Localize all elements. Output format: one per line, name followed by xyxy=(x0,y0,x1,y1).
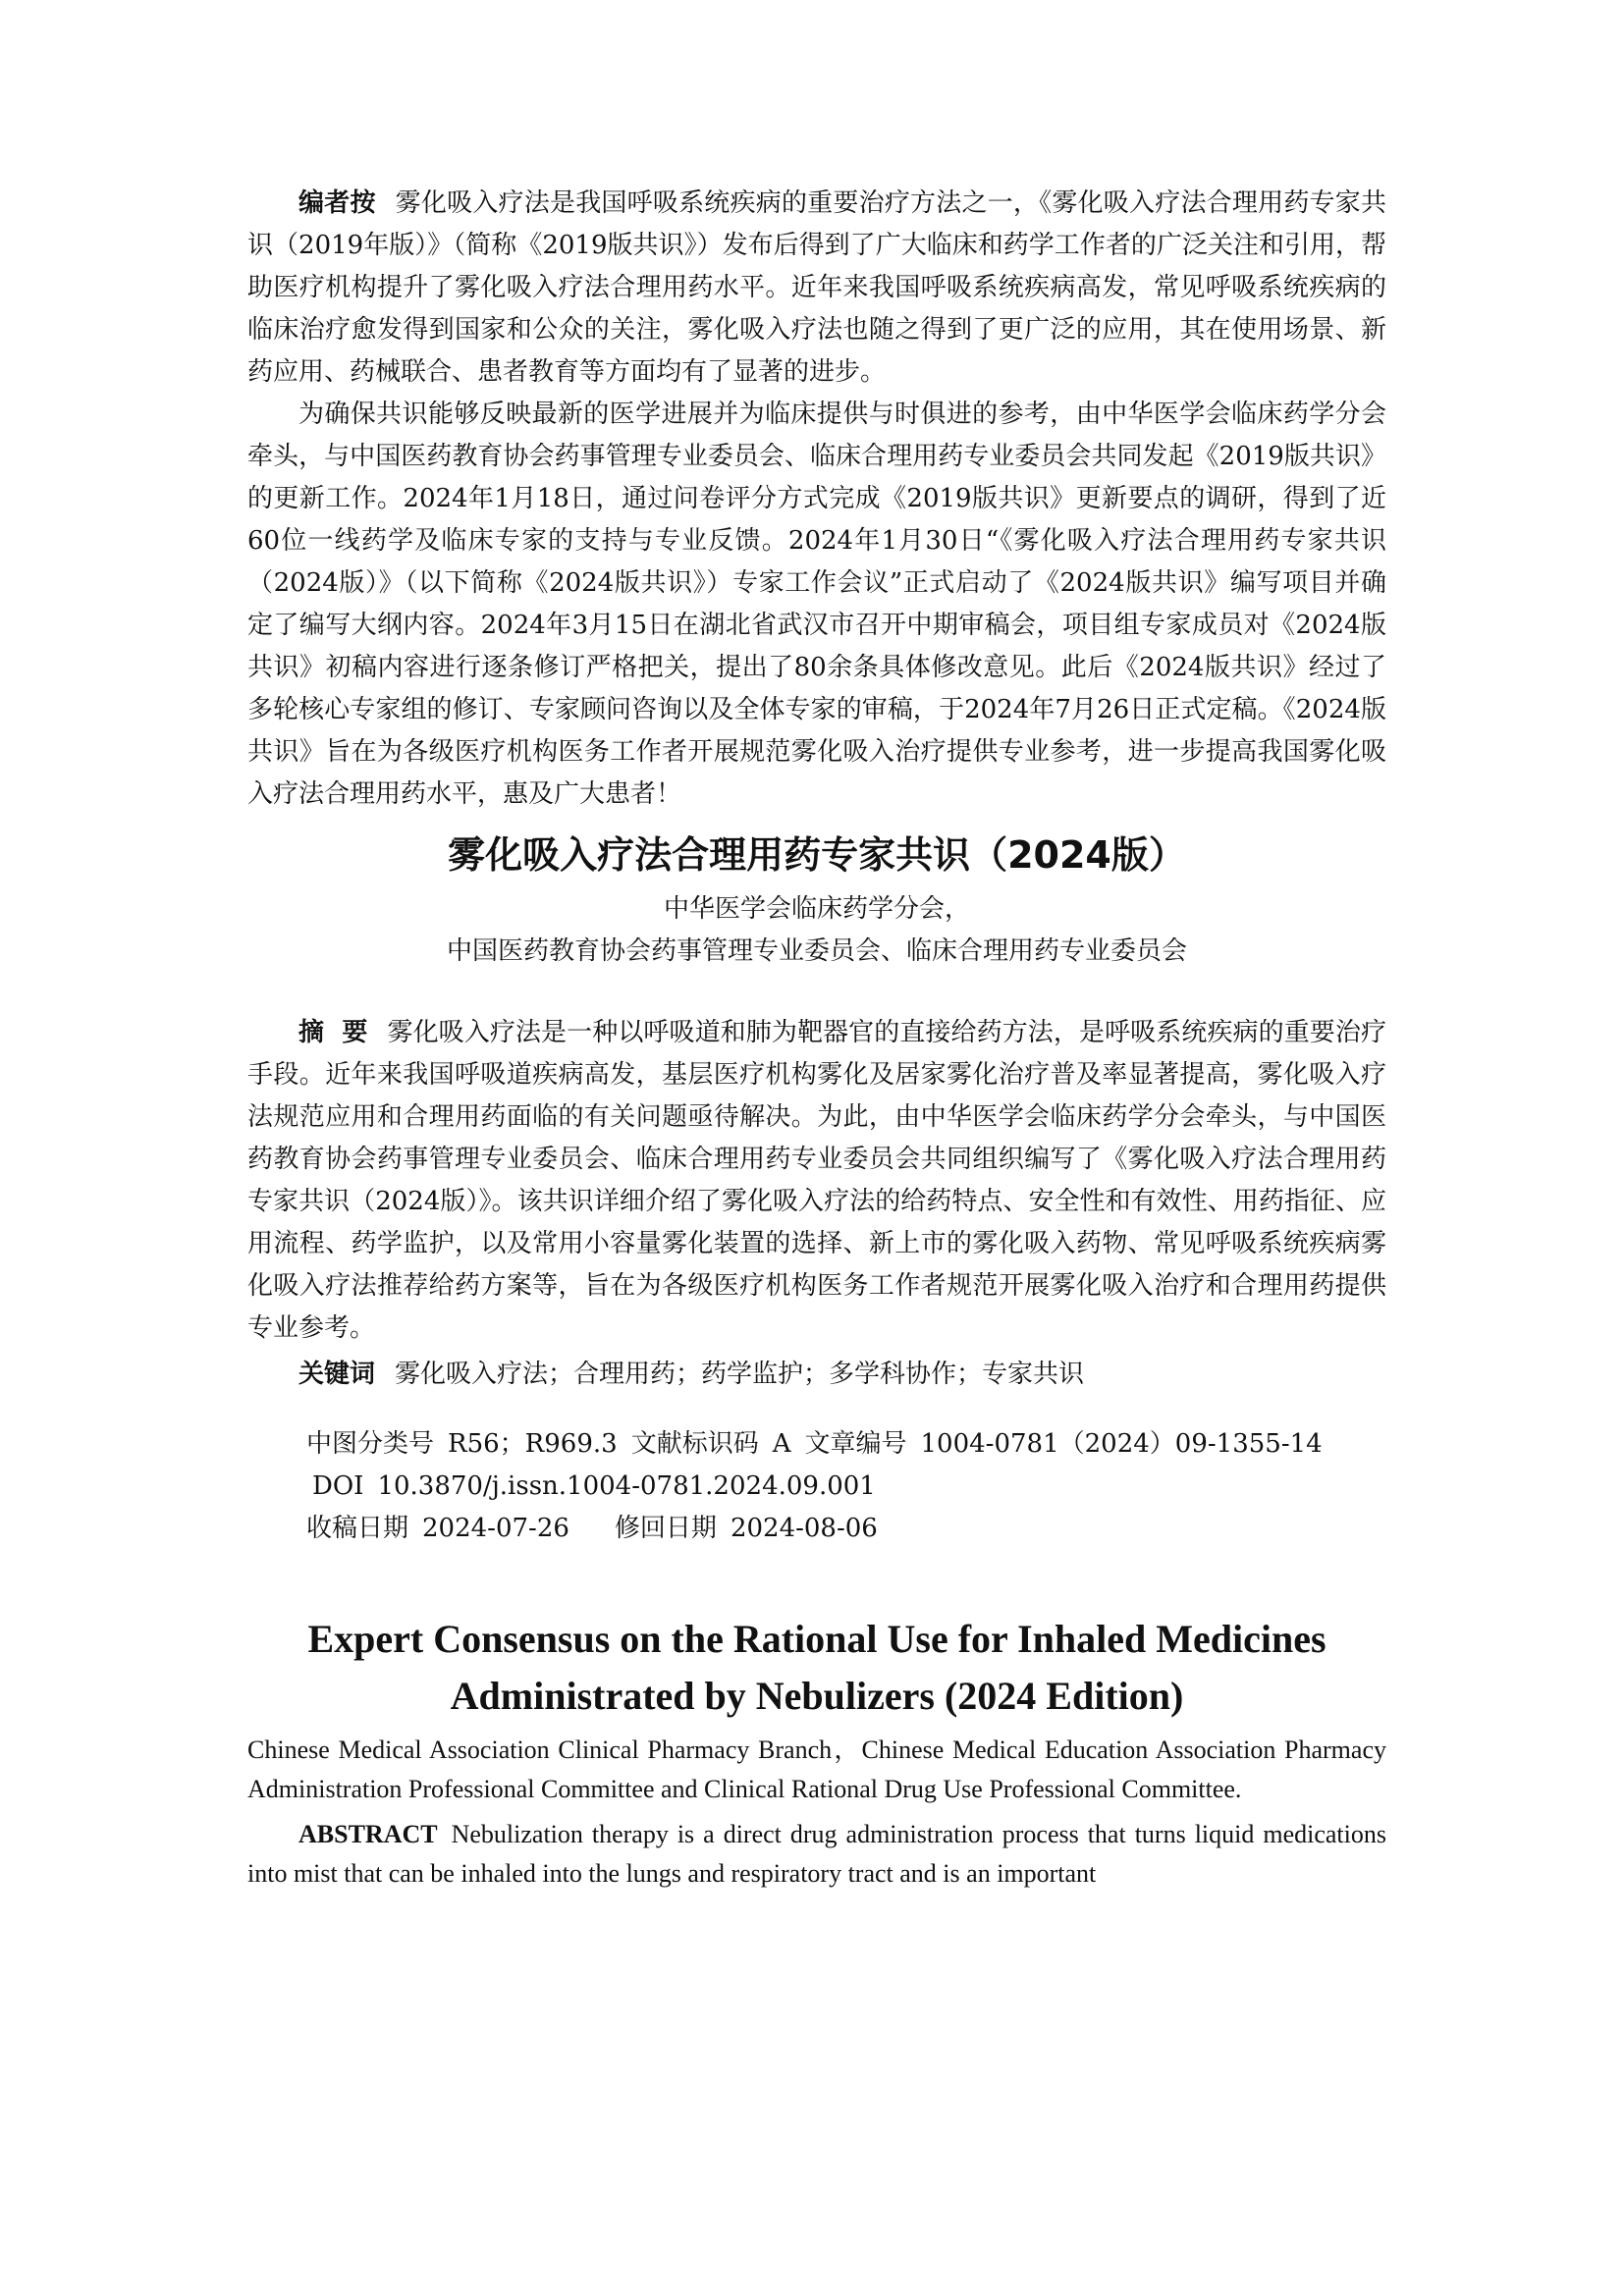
english-abstract-label: ABSTRACT xyxy=(298,1820,438,1848)
article-page xyxy=(247,183,1386,1894)
chinese-abstract-text: 雾化吸入疗法是一种以呼吸道和肺为靶器官的直接给药方法，是呼吸系统疾病的重要治疗手段。近年来我国呼吸道疾病高发，基层医疗机构雾化及居家雾化治疗普及率显著提高，雾化吸入疗法规范应用和合理用药面临的有关问题亟待解决。为此，由中华医学会临床药学分会牵头，与中国医药教育协会药事管理专业委员会、临床合理用药专业委员会共同组织编写了《雾化吸入疗法合理用药专家共识（2024版）》。该共识详细介绍了雾化吸入疗法的给药特点、安全性和有效性、用药指征、应用流程、药学监护，以及常用小容量雾化装置的选择、新上市的雾化吸入药物、常见呼吸系统疾病雾化吸入疗法推荐给药方案等，旨在为各级医疗机构医务工作者规范开展雾化吸入治疗和合理用药提供专业参考。 xyxy=(247,1018,1386,1343)
editor-note-text-2: 为确保共识能够反映最新的医学进展并为临床提供与时俱进的参考，由中华医学会临床药学分会牵头，与中国医药教育协会药事管理专业委员会、临床合理用药专业委员会共同发起《2019版共识》的更新工作。2024年1月18日，通过问卷评分方式完成《2019版共识》更新要点的调研，得到了近60位一线药学及临床专家的支持与专业反馈。2024年1月30日“《雾化吸入疗法合理用药专家共识（2024版）》（以下简称《2024版共识》）专家工作会议”正式启动了《2024版共识》编写项目并确定了编写大纲内容。2024年3月15日在湖北省武汉市召开中期审稿会，项目组专家成员对《2024版共识》初稿内容进行逐条修订严格把关，提出了80余条具体修改意见。此后《2024版共识》经过了多轮核心专家组的修订、专家顾问咨询以及全体专家的审稿，于2024年7月26日正式定稿。《2024版共识》旨在为各级医疗机构医务工作者开展规范雾化吸入治疗提供专业参考，进一步提高我国雾化吸入疗法合理用药水平，惠及广大患者！ xyxy=(247,400,1386,809)
received-value: 2024-07-26 xyxy=(422,1514,569,1543)
english-authors: Chinese Medical Association Clinical Pharmacy Branch，Chinese Medical Education Association Pharmacy Administration Professional Committee and Clinical Rational Drug Use Professional Committee. xyxy=(247,1735,1386,1803)
doi-label: DOI xyxy=(312,1471,364,1501)
editor-note-paragraph-2 xyxy=(247,394,1386,816)
doc-code-label: 文献标识码 xyxy=(630,1429,759,1459)
chinese-authors xyxy=(247,888,1386,973)
clc-label: 中图分类号 xyxy=(306,1429,435,1459)
doi-value[interactable]: 10.3870/j.issn.1004-0781.2024.09.001 xyxy=(377,1471,876,1501)
keywords-text: 雾化吸入疗法；合理用药；药学监护；多学科协作；专家共识 xyxy=(395,1360,1085,1389)
chinese-title: 雾化吸入疗法合理用药专家共识（2024版） xyxy=(448,833,1186,877)
english-abstract-text: Nebulization therapy is a direct drug administration process that turns liquid medications into mist that can be inhaled into the lungs and respiratory tract and is an important xyxy=(247,1820,1386,1888)
chinese-authors-line-2: 中国医药教育协会药事管理专业委员会、临床合理用药专业委员会 xyxy=(446,936,1187,966)
revised-value: 2024-08-06 xyxy=(730,1514,878,1543)
chinese-authors-line-1: 中华医学会临床药学分会， xyxy=(663,894,970,924)
keywords-line xyxy=(247,1354,1386,1396)
article-metadata xyxy=(247,1423,1386,1550)
classification-line xyxy=(306,1423,1386,1466)
dates-line xyxy=(306,1508,1386,1550)
english-title-line-1: Expert Consensus on the Rational Use for Inhaled Medicines xyxy=(307,1617,1326,1661)
article-number-value: 1004-0781（2024）09-1355-14 xyxy=(920,1429,1323,1459)
english-abstract xyxy=(247,1815,1386,1894)
editor-note-paragraph-1 xyxy=(247,183,1386,394)
article-number-label: 文章编号 xyxy=(804,1429,907,1459)
editor-note-text-1: 雾化吸入疗法是我国呼吸系统疾病的重要治疗方法之一，《雾化吸入疗法合理用药专家共识（2019年版）》（简称《2019版共识》）发布后得到了广大临床和药学工作者的广泛关注和引用，帮助医疗机构提升了雾化吸入疗法合理用药水平。近年来我国呼吸系统疾病高发，常见呼吸系统疾病的临床治疗愈发得到国家和公众的关注，雾化吸入疗法也随之得到了更广泛的应用，其在使用场景、新药应用、药械联合、患者教育等方面均有了显著的进步。 xyxy=(247,188,1386,387)
editor-note-label: 编者按 xyxy=(298,188,376,218)
clc-value: R56；R969.3 xyxy=(448,1429,618,1459)
english-title-line-2: Administrated by Nebulizers (2024 Edition) xyxy=(450,1674,1184,1718)
chinese-abstract xyxy=(247,1012,1386,1350)
doi-line xyxy=(306,1466,1386,1508)
received-label: 收稿日期 xyxy=(306,1514,409,1543)
revised-label: 修回日期 xyxy=(614,1514,717,1543)
keywords-label: 关键词 xyxy=(298,1360,376,1389)
chinese-abstract-label: 摘 要 xyxy=(298,1018,368,1047)
english-title xyxy=(247,1611,1386,1725)
doc-code-value: A xyxy=(772,1429,791,1459)
